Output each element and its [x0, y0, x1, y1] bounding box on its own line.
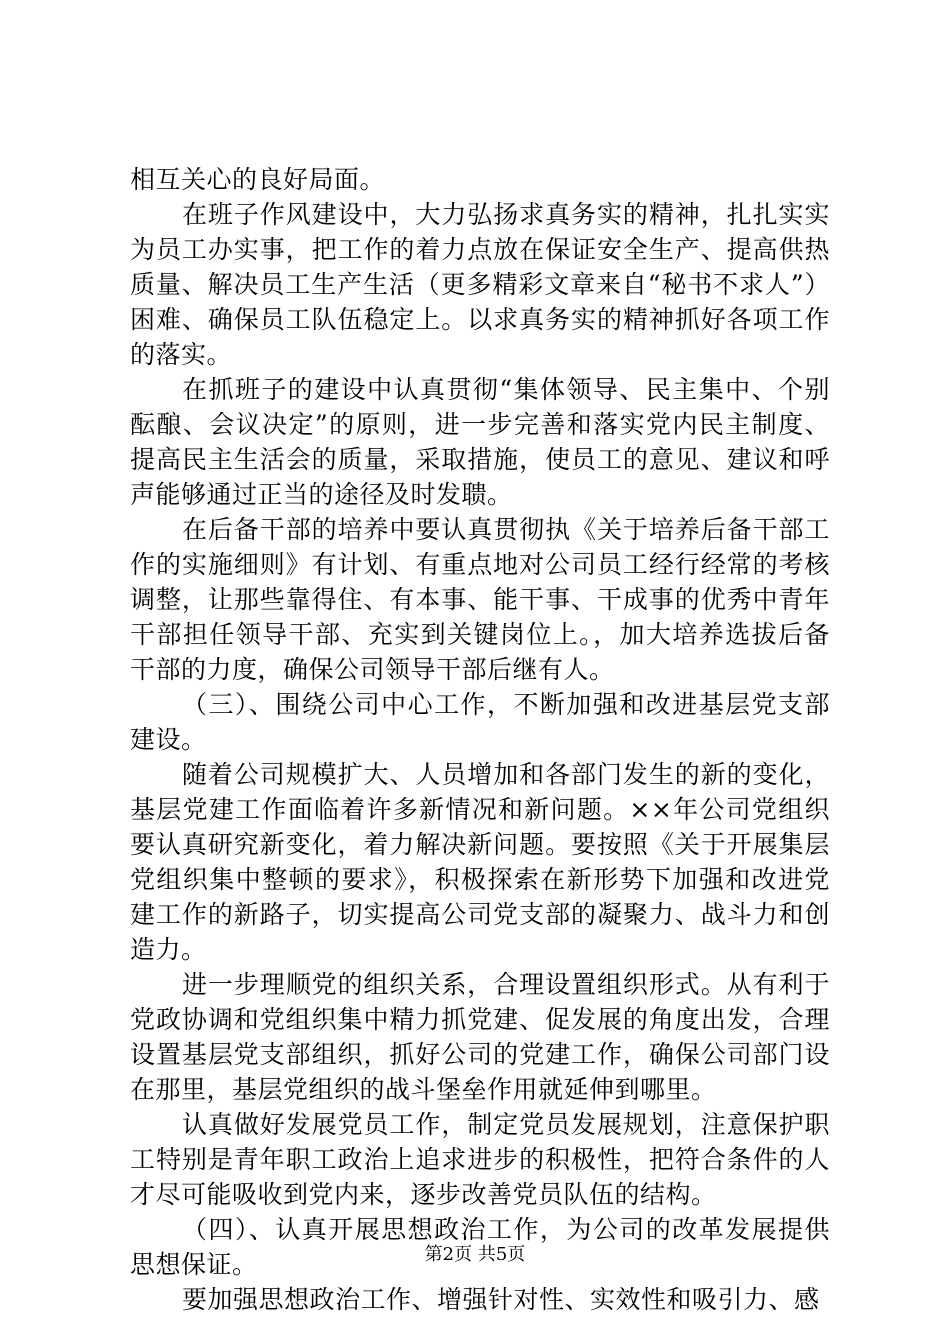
- paragraph-organization: 进一步理顺党的组织关系，合理设置组织形式。从有利于党政协调和党组织集中精力抓党建、促发展的角度出发，合理设置基层党支部组织，抓好公司的党建工作，确保公司部门设在那里，基层党组织的战斗堡垒作用就延伸到哪里。: [130, 970, 830, 1104]
- document-body: [130, 162, 830, 1317]
- page-footer: 第2页 共5页: [424, 1244, 526, 1265]
- paragraph-continuation: 相互关心的良好局面。: [130, 165, 386, 194]
- paragraph-new-situation: 随着公司规模扩大、人员增加和各部门发生的新的变化，基层党建工作面临着许多新情况和新问题。××年公司党组织要认真研究新变化，着力解决新问题。要按照《关于开展集层党组织集中整顿的要求》，积极探索在新形势下加强和改进党建工作的新路子，切实提高公司党支部的凝聚力、战斗力和创造力。: [130, 760, 830, 964]
- paragraph-team-building: 在抓班子的建设中认真贯彻“集体领导、民主集中、个别酝酿、会议决定”的原则，进一步完善和落实党内民主制度、提高民主生活会的质量，采取措施，使员工的意见、建议和呼声能够通过正当的途径及时发聩。: [130, 375, 830, 509]
- paragraph-reserve-cadres: 在后备干部的培养中要认真贯彻执《关于培养后备干部工作的实施细则》有计划、有重点地对公司员工经行经常的考核调整，让那些靠得住、有本事、能干事、干成事的优秀中青年干部担任领导干部、充实到关键岗位上。，加大培养选拔后备干部的力度，确保公司领导干部后继有人。: [130, 515, 830, 684]
- paragraph-member-development: 认真做好发展党员工作，制定党员发展规划，注意保护职工特别是青年职工政治上追求进步的积极性，把符合条件的人才尽可能吸收到党内来，逐步改善党员队伍的结构。: [130, 1110, 830, 1209]
- section-heading-four: （四）、认真开展思想政治工作，为公司的改革发展提供思想保证。: [130, 1215, 830, 1279]
- paragraph-team-style: 在班子作风建设中，大力弘扬求真务实的精神，扎扎实实为员工办实事，把工作的着力点放在保证安全生产、提高供热质量、解决员工生产生活（更多精彩文章来自“秘书不求人”）困难、确保员工队伍稳定上。以求真务实的精神抓好各项工作的落实。: [130, 200, 830, 369]
- section-heading-three: （三）、围绕公司中心工作，不断加强和改进基层党支部建设。: [130, 690, 830, 754]
- paragraph-ideological-work: 要加强思想政治工作、增强针对性、实效性和吸引力、感: [182, 1285, 820, 1314]
